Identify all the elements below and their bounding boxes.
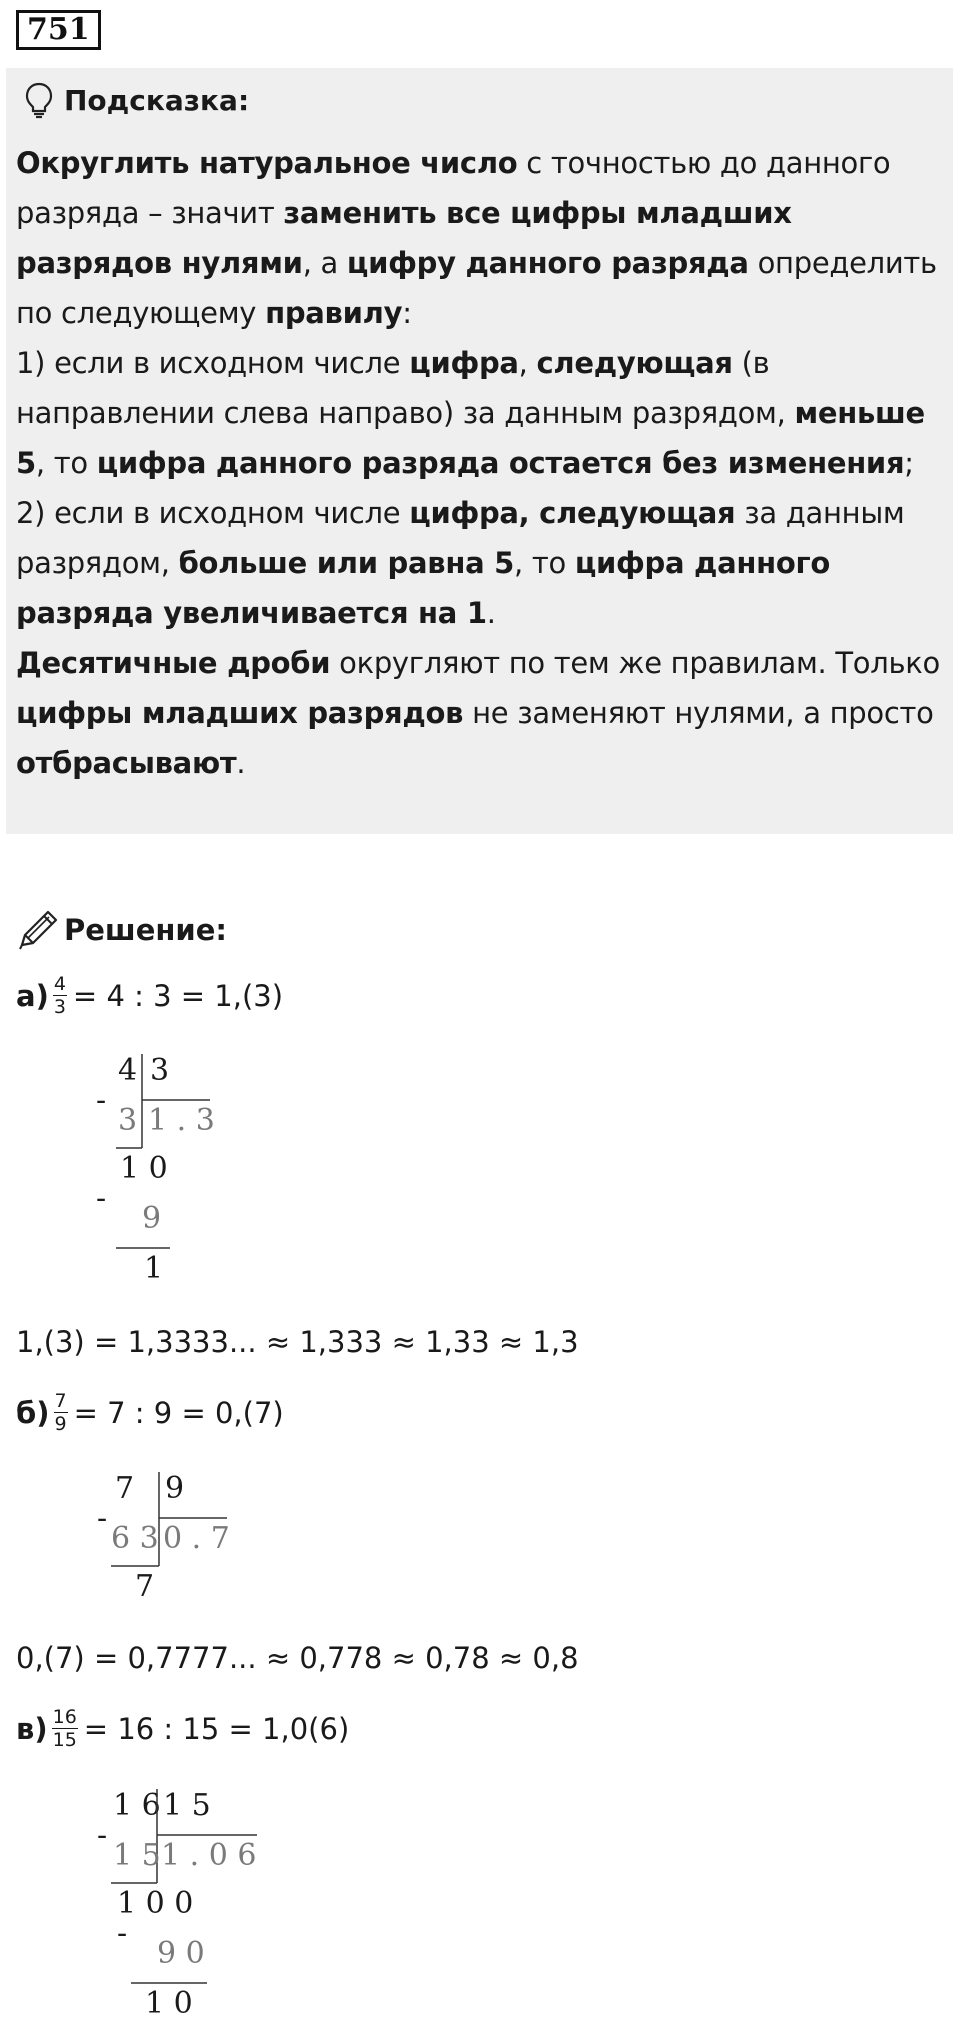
subtrahend: 9 bbox=[142, 1201, 162, 1236]
part-b-result: 0,(7) = 0,7777... ≈ 0,778 ≈ 0,78 ≈ 0,8 bbox=[16, 1641, 579, 1675]
solution-header bbox=[16, 908, 227, 952]
problem-number: 751 bbox=[16, 10, 101, 50]
hint-plain: 1) если в исходном числе bbox=[16, 346, 410, 380]
fraction-c-denominator: 15 bbox=[52, 1729, 77, 1751]
minus-sign: - bbox=[96, 1181, 107, 1216]
remainder: 1 0 bbox=[120, 1151, 168, 1186]
part-b-label: б) bbox=[16, 1395, 50, 1430]
hint-plain: , то bbox=[35, 446, 97, 480]
hint-bold: цифра, следующая bbox=[409, 496, 736, 530]
long-division-a bbox=[90, 1050, 230, 1300]
hint-plain: , а bbox=[302, 246, 347, 280]
fraction-a-denominator: 3 bbox=[53, 996, 66, 1018]
part-c-label: в) bbox=[16, 1711, 48, 1746]
hint-header bbox=[24, 78, 249, 122]
part-a-equation: = 4 : 3 = 1,(3) bbox=[72, 978, 284, 1013]
part-a-result: 1,(3) = 1,3333... ≈ 1,333 ≈ 1,33 ≈ 1,3 bbox=[16, 1325, 579, 1359]
lightbulb-icon bbox=[24, 81, 54, 119]
hint-plain: , bbox=[518, 346, 537, 380]
hint-bold: меньше 5 bbox=[16, 396, 925, 480]
hint-bold: цифра данного разряда остается без изменения bbox=[96, 446, 905, 480]
divisor: 3 bbox=[150, 1053, 170, 1088]
remainder: 1 0 bbox=[145, 1986, 193, 2021]
hint-box bbox=[6, 68, 953, 834]
hint-bold: цифра данного разряда увеличивается на 1 bbox=[16, 546, 830, 630]
part-b-equation: = 7 : 9 = 0,(7) bbox=[73, 1395, 284, 1430]
long-division-c bbox=[95, 1785, 295, 2022]
hint-plain: . bbox=[236, 746, 246, 780]
dividend: 7 bbox=[115, 1471, 135, 1506]
pencil-icon bbox=[16, 909, 60, 951]
part-c-equation: = 16 : 15 = 1,0(6) bbox=[83, 1711, 350, 1746]
hint-plain: (в направлении слева направо) за данным разрядом, bbox=[16, 346, 795, 430]
subtrahend: 1 5 bbox=[113, 1838, 161, 1873]
quotient: 1 . 3 bbox=[148, 1103, 215, 1138]
hint-plain: не заменяют нулями, а просто bbox=[463, 696, 934, 730]
subtrahend: 6 3 bbox=[111, 1521, 159, 1556]
hint-bold: Округлить натуральное число bbox=[16, 146, 518, 180]
hint-plain: , то bbox=[514, 546, 575, 580]
hint-text bbox=[16, 138, 941, 788]
remainder: 1 0 0 bbox=[117, 1886, 194, 1921]
solution-title: Решение: bbox=[64, 913, 228, 947]
hint-bold: Десятичные дроби bbox=[16, 646, 331, 680]
hint-bold: цифры младших разрядов bbox=[16, 696, 464, 730]
minus-sign: - bbox=[97, 1501, 108, 1536]
part-c-line bbox=[16, 1706, 349, 1751]
part-b-line bbox=[16, 1390, 284, 1435]
fraction-b bbox=[54, 1390, 68, 1435]
hint-bold: заменить все цифры младших разрядов нулями bbox=[16, 196, 792, 280]
dividend: 4 bbox=[118, 1053, 138, 1088]
part-a-line bbox=[16, 973, 283, 1018]
hint-plain: определить по следующему bbox=[16, 246, 937, 330]
subtrahend: 3 bbox=[118, 1103, 138, 1138]
hint-plain: ; bbox=[904, 446, 914, 480]
hint-paragraph-4 bbox=[16, 638, 941, 788]
quotient: 1 . 0 6 bbox=[161, 1838, 257, 1873]
hint-title: Подсказка: bbox=[64, 83, 250, 117]
hint-plain: с точностью до данного разряда – значит bbox=[16, 146, 891, 230]
hint-bold: цифра bbox=[409, 346, 519, 380]
fraction-c-numerator: 16 bbox=[52, 1706, 77, 1728]
fraction-a-numerator: 4 bbox=[53, 973, 66, 995]
part-a-label: а) bbox=[16, 978, 49, 1013]
hint-plain: за данным разрядом, bbox=[16, 496, 905, 580]
fraction-b-denominator: 9 bbox=[54, 1413, 67, 1435]
hint-paragraph-2 bbox=[16, 338, 941, 488]
hint-plain: 2) если в исходном числе bbox=[16, 496, 410, 530]
minus-sign: - bbox=[96, 1083, 107, 1118]
remainder: 1 bbox=[144, 1251, 164, 1286]
hint-plain: : bbox=[402, 296, 412, 330]
hint-bold: цифру данного разряда bbox=[346, 246, 749, 280]
remainder: 7 bbox=[135, 1569, 155, 1604]
hint-paragraph-3 bbox=[16, 488, 941, 638]
minus-sign: - bbox=[117, 1916, 128, 1951]
fraction-c bbox=[52, 1706, 78, 1751]
divisor: 1 5 bbox=[163, 1788, 211, 1823]
subtrahend: 9 0 bbox=[157, 1936, 205, 1971]
long-division-b bbox=[95, 1468, 245, 1618]
fraction-a bbox=[53, 973, 67, 1018]
hint-bold: следующая bbox=[536, 346, 733, 380]
divisor: 9 bbox=[165, 1471, 185, 1506]
minus-sign: - bbox=[97, 1818, 108, 1853]
quotient: 0 . 7 bbox=[163, 1521, 230, 1556]
hint-paragraph-1 bbox=[16, 138, 941, 338]
fraction-b-numerator: 7 bbox=[54, 1390, 67, 1412]
hint-bold: правилу bbox=[265, 296, 403, 330]
hint-plain: . bbox=[486, 596, 496, 630]
hint-bold: больше или равна 5 bbox=[178, 546, 515, 580]
hint-plain: округляют по тем же правилам. Только bbox=[330, 646, 940, 680]
dividend: 1 6 bbox=[113, 1788, 161, 1823]
hint-bold: отбрасывают bbox=[16, 746, 237, 780]
